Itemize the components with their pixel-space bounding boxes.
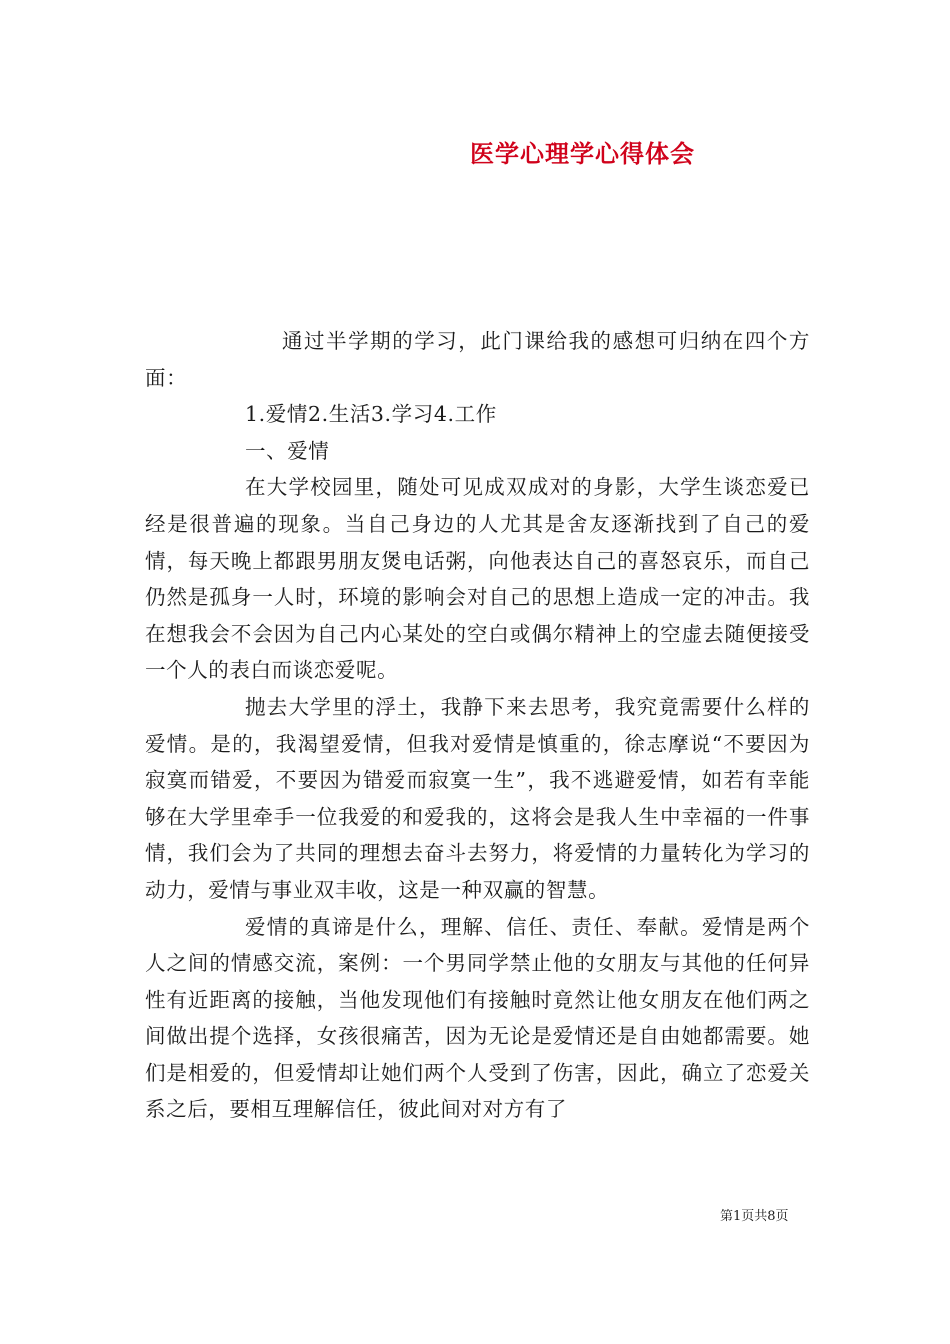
page-number-footer: 第1页共8页	[720, 1209, 789, 1224]
document-title: 医学心理学心得体会	[470, 139, 695, 168]
topic-list: 1.爱情2.生活3.学习4.工作	[245, 402, 497, 427]
paragraph-1: 在大学校园里，随处可见成双成对的身影，大学生谈恋爱已经是很普遍的现象。当自己身边的人尤其是舍友逐渐找到了自己的爱情，每天晚上都跟男朋友煲电话粥，向他表达自己的喜怒哀乐，而自己仍然是孤身一人时，环境的影响会对自己的思想上造成一定的冲击。我在想我会不会因为自己内心某处的空白或偶尔精神上的空虚去随便接受一个人的表白而谈恋爱呢。	[145, 475, 810, 683]
paragraph-intro: 通过半学期的学习，此门课给我的感想可归纳在四个方面：	[145, 329, 810, 390]
section-heading-love: 一、爱情	[245, 438, 330, 463]
paragraph-2: 抛去大学里的浮土，我静下来去思考，我究竟需要什么样的爱情。是的，我渴望爱情，但我对爱情是慎重的，徐志摩说“不要因为寂寞而错爱，不要因为错爱而寂寞一生”，我不逃避爱情，如若有幸能够在大学里牵手一位我爱的和爱我的，这将会是我人生中幸福的一件事情，我们会为了共同的理想去奋斗去努力，将爱情的力量转化为学习的动力，爱情与事业双丰收，这是一种双赢的智慧。	[145, 694, 810, 902]
paragraph-3: 爱情的真谛是什么，理解、信任、责任、奉献。爱情是两个人之间的情感交流，案例：一个男同学禁止他的女朋友与其他的任何异性有近距离的接触，当他发现他们有接触时竟然让他女朋友在他们两之间做出提个选择，女孩很痛苦，因为无论是爱情还是自由她都需要。她们是相爱的，但爱情却让她们两个人受到了伤害，因此，确立了恋爱关系之后，要相互理解信任，彼此间对对方有了	[145, 914, 810, 1122]
document-body	[145, 323, 810, 1128]
